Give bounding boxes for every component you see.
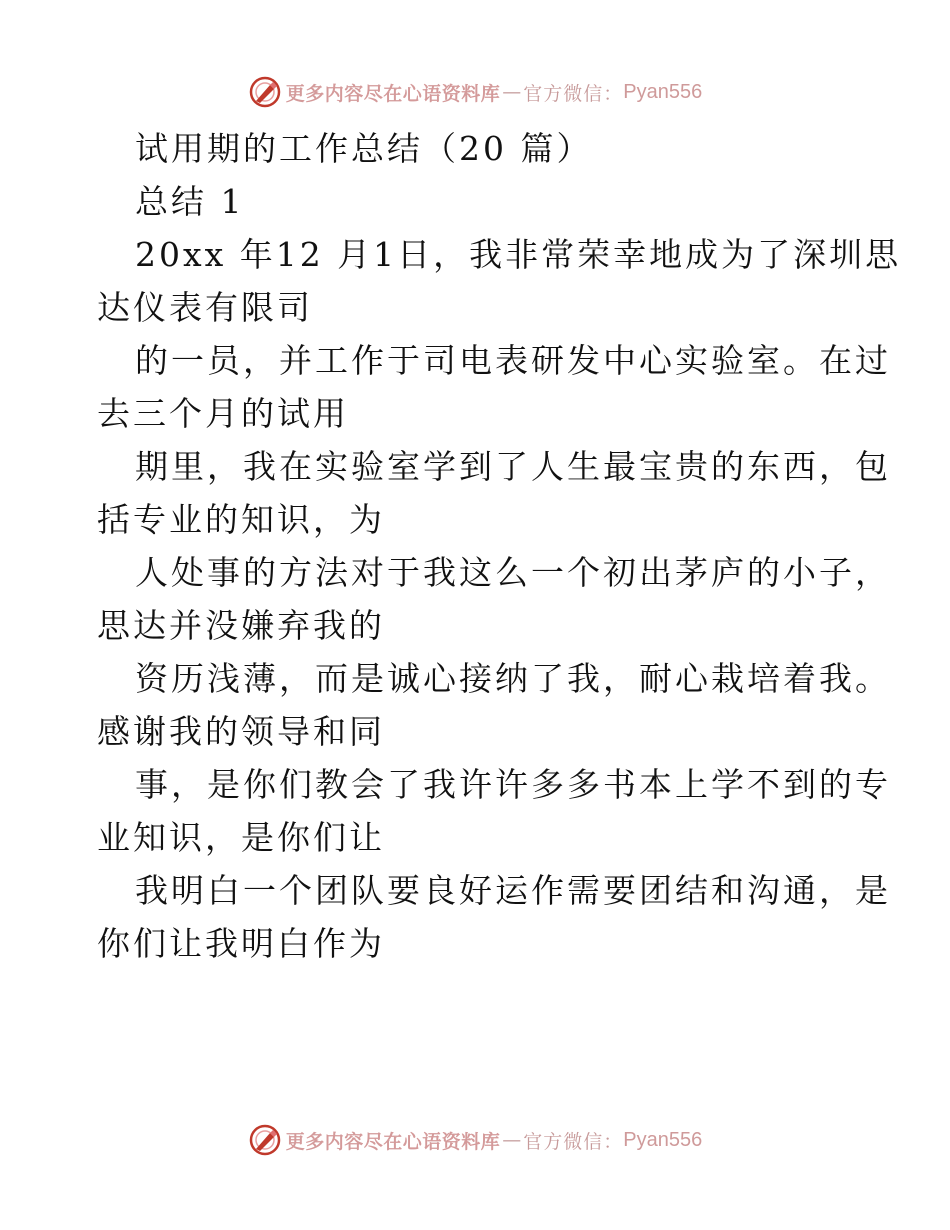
document-title: 试用期的工作总结（20 篇） <box>135 129 593 168</box>
paragraph-line: 你们让我明白作为 <box>97 924 385 963</box>
paragraph-line: 达仪表有限司 <box>97 288 313 327</box>
paragraph-line: 括专业的知识，为 <box>97 500 385 539</box>
footer-wechat-id: Pyan556 <box>623 1128 703 1151</box>
paragraph-line: 感谢我的领导和同 <box>97 712 385 751</box>
paragraph-line: 思达并没嫌弃我的 <box>97 606 385 645</box>
header-site-name: 更多内容尽在心语资料库 <box>285 82 501 105</box>
header-banner <box>0 72 950 112</box>
paragraph-line: 人处事的方法对于我这么一个初出茅庐的小子， <box>135 553 891 592</box>
paragraph-line: 事，是你们教会了我许许多多书本上学不到的专 <box>135 765 891 804</box>
paragraph-line: 的一员，并工作于司电表研发中心实验室。在过 <box>135 341 891 380</box>
paragraph-line: 去三个月的试用 <box>97 394 349 433</box>
paragraph-line: 我明白一个团队要良好运作需要团结和沟通，是 <box>135 871 891 910</box>
paragraph-line: 期里，我在实验室学到了人生最宝贵的东西，包 <box>135 447 891 486</box>
footer-wechat-label: 官方微信： <box>523 1130 624 1153</box>
header-wechat-id: Pyan556 <box>623 80 703 103</box>
pen-logo-icon <box>248 1123 282 1157</box>
footer-site-name: 更多内容尽在心语资料库 <box>285 1130 501 1153</box>
paragraph-line: 20xx 年12 月1日，我非常荣幸地成为了深圳思 <box>135 235 902 274</box>
header-dash: — <box>502 81 522 103</box>
paragraph-line: 资历浅薄，而是诚心接纳了我，耐心栽培着我。 <box>135 659 891 698</box>
footer-banner <box>0 1120 950 1160</box>
section-heading: 总结 1 <box>135 182 245 221</box>
pen-logo-icon <box>248 75 282 109</box>
footer-dash: — <box>502 1129 522 1151</box>
paragraph-line: 业知识，是你们让 <box>97 818 385 857</box>
header-wechat-label: 官方微信： <box>523 82 624 105</box>
document-body <box>97 122 902 970</box>
